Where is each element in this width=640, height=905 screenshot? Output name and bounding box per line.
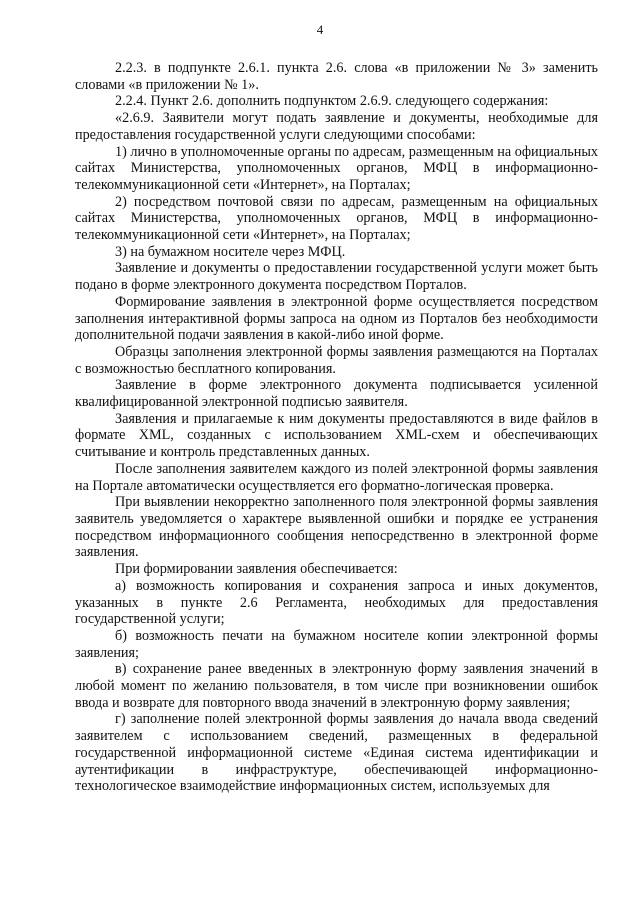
page-number: 4 bbox=[316, 22, 324, 37]
paragraph: Заявление и документы о предоставлении государственной услуги может быть подано в форме электронного документа посредством Порталов. bbox=[75, 260, 598, 294]
list-item: в) сохранение ранее введенных в электронную форму заявления значений в любой момент по желанию пользователя, в том числе при возникновении ошибок ввода и возврате для повторного ввода значений в электронную форму заявления; bbox=[75, 661, 598, 711]
paragraph: 2.2.4. Пункт 2.6. дополнить подпунктом 2.6.9. следующего содержания: bbox=[115, 93, 549, 110]
paragraph: 2.2.3. в подпункте 2.6.1. пункта 2.6. слова «в приложении № 3» заменить словами «в приложении № 1». bbox=[75, 60, 598, 93]
paragraph: При формировании заявления обеспечивается: bbox=[115, 561, 398, 578]
list-item: 1) лично в уполномоченные органы по адресам, размещенным на официальных сайтах Министерства, уполномоченных органов, МФЦ в информационно-телекоммуникационной сети «Интернет», на Порталах; bbox=[75, 143, 598, 193]
paragraph: Заявление в форме электронного документа подписывается усиленной квалифицированной электронной подписью заявителя. bbox=[75, 377, 598, 411]
paragraph: При выявлении некорректно заполненного поля электронной формы заявления заявитель уведомляется о характере выявленной ошибки и порядке ее устранения посредством информационного сообщения непосредственно в электронной форме заявления. bbox=[75, 494, 598, 561]
paragraph: Формирование заявления в электронной форме осуществляется посредством заполнения интерактивной формы запроса на одном из Порталов без необходимости дополнительной подачи заявления в какой-либо иной форме. bbox=[75, 293, 598, 344]
list-item: 2) посредством почтовой связи по адресам, размещенным на официальных сайтах Министерства, уполномоченных органов, МФЦ в информационно-телекоммуникационной сети «Интернет», на Порталах; bbox=[75, 193, 598, 244]
list-item: б) возможность печати на бумажном носителе копии электронной формы заявления; bbox=[75, 627, 598, 661]
paragraph: «2.6.9. Заявители могут подать заявление и документы, необходимые для предоставления государственной услуги следующими способами: bbox=[75, 110, 598, 143]
list-item: а) возможность копирования и сохранения запроса и иных документов, указанных в пункте 2.6 Регламента, необходимых для предоставления государственной услуги; bbox=[75, 577, 598, 628]
paragraph: Образцы заполнения электронной формы заявления размещаются на Порталах с возможностью бесплатного копирования. bbox=[75, 343, 598, 377]
paragraph: Заявления и прилагаемые к ним документы предоставляются в виде файлов в формате XML, созданных с использованием XML-схем и обеспечивающих считывание и контроль представленных данных. bbox=[75, 410, 598, 461]
list-item: 3) на бумажном носителе через МФЦ. bbox=[115, 243, 346, 260]
list-item: г) заполнение полей электронной формы заявления до начала ввода сведений заявителем с использованием сведений, размещенных в федеральной государственной информационной системе «Единая система идентификации и аутентификации в инфраструктуре, обеспечивающей информационно-технологическое взаимодействие информационных систем, используемых для bbox=[75, 711, 598, 795]
paragraph: После заполнения заявителем каждого из полей электронной формы заявления на Портале автоматически осуществляется его форматно-логическая проверка. bbox=[75, 460, 598, 494]
document-body bbox=[75, 60, 598, 795]
